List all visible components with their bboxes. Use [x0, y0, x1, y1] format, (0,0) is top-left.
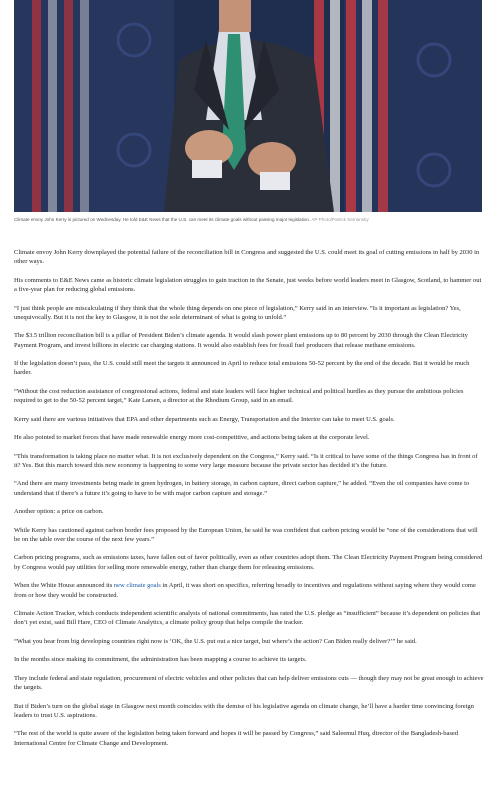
- paragraph: “And there are many investments being made in green hydrogen, in battery storage, in carbon capture, direct carbon capture,” he added. “Even the oil companies have come to understand that if there’s a future it’s going to have to be with major carbon capture and storage.”: [14, 480, 470, 497]
- paragraph: [14, 581, 484, 600]
- paragraph: The $3.5 trillion reconciliation bill is a pillar of President Biden’s climate agenda. It would slash power plant emissions up to 80 percent by 2030 through the Clean Electricity Payment Program, and invest billions in electric car charging stations. It would also establish fees for fossil fuel producers that release methane emissions.: [14, 332, 468, 349]
- paragraph: They include federal and state regulation, procurement of electric vehicles and other policies that can help deliver emissions cuts — though they may not be great enough to achieve the targets.: [14, 674, 484, 692]
- paragraph: “Without the cost reduction assistance of congressional actions, federal and state leaders will face higher technical and political hurdles as they pursue the ambitious policies required to get to the 50-52 percent target,” Kate Larsen, a director at the Rhodium Group, said in an email.: [14, 387, 464, 405]
- paragraph: Climate envoy John Kerry downplayed the potential failure of the reconciliation bill in Congress and suggested the U.S. could meet its goal of cutting emissions in half by 2030 in other ways.: [14, 249, 480, 266]
- paragraph-text: When the White House announced its: [14, 582, 114, 590]
- paragraph-text: in April, it was short on specifics, referring broadly to incentives and regulations without saying where they would come from or how they would be constructed.: [14, 582, 476, 599]
- paragraph: Kerry said there are various initiatives that EPA and other departments such as Energy, Transportation and the Interior can take to meet U.S. goals.: [14, 415, 395, 423]
- paragraph: If the legislation doesn’t pass, the U.S. could still meet the targets it announced in April to reduce total emissions 50-52 percent by the end of the decade. But it would be much harder.: [14, 360, 470, 377]
- article-body: [14, 248, 484, 757]
- paragraph: In the months since making its commitment, the administration has been mapping a course to achieve its targets.: [14, 656, 307, 664]
- paragraph: “The rest of the world is quite aware of the legislation being taken forward and hopes it will be passed by Congress,” said Saleemul Huq, director of the Bangladesh-based International Centre for Climate Change and Development.: [14, 730, 459, 747]
- paragraph: While Kerry has cautioned against carbon border fees proposed by the European Union, he said he was confident that carbon pricing would be “one of the considerations that will be on the table over the course of the next few years.”: [14, 526, 478, 543]
- paragraph: But if Biden’s turn on the global stage in Glasgow next month coincides with the demise of his legislative agenda on climate change, he’ll have a harder time convincing foreign leaders to trust U.S. aspirations.: [14, 702, 474, 719]
- paragraph: “I just think people are miscalculating if they think that the whole thing depends on one piece of legislation,” Kerry said in an interview. “Is it important as legislation? Yes, unequivocally. But it is not the key to Glasgow, it is not the sole determinant of what is going to unfold.”: [14, 304, 461, 321]
- article-photo: [14, 0, 482, 212]
- climate-goals-link[interactable]: new climate goals: [113, 582, 161, 590]
- caption-text: Climate envoy John Kerry is pictured on Wednesday. He told E&E News that the U.S. can meet its climate goals without passing major legislation.: [14, 217, 311, 222]
- photo-john-kerry: [14, 0, 482, 212]
- paragraph: Carbon pricing programs, such as emissions taxes, have fallen out of favor politically, even as other countries adopt them. The Clean Electricity Payment Program being considered by Congress would pay utilities for selling more renewable energy, rather than charge them for releasing emissions.: [14, 554, 483, 571]
- photo-caption: [14, 216, 484, 223]
- paragraph: “This transformation is taking place no matter what. It is not exclusively dependent on the Congress,” Kerry said. “Is it critical to have some of the things Congress has in front of it? Yes. But this march toward this new economy is happening to some very large measure because the private sector has decided it’s the future.: [14, 452, 478, 469]
- paragraph: Climate Action Tracker, which conducts independent scientific analysis of national commitments, has rated the U.S. pledge as “insufficient” because it’s dependent on policies that don’t yet exist, said Bill Hare, CEO of Climate Analytics, a climate policy group that helps compile the tracker.: [14, 610, 481, 627]
- paragraph: He also pointed to market forces that have made renewable energy more cost-competitive, and actions being taken at the corporate level.: [14, 434, 370, 442]
- paragraph: Another option: a price on carbon.: [14, 508, 104, 516]
- paragraph: “What you hear from big developing countries right now is ‘OK, the U.S. put out a nice target, but where’s the action? Can Biden really deliver?’” he said.: [14, 637, 417, 645]
- paragraph: His comments to E&E News came as historic climate legislation struggles to gain traction in the Senate, just weeks before world leaders meet in Glasgow, Scotland, to hammer out a five-year plan for reducing global emissions.: [14, 276, 482, 294]
- photo-credit: AP Photo/Patrick Semansky: [311, 217, 369, 222]
